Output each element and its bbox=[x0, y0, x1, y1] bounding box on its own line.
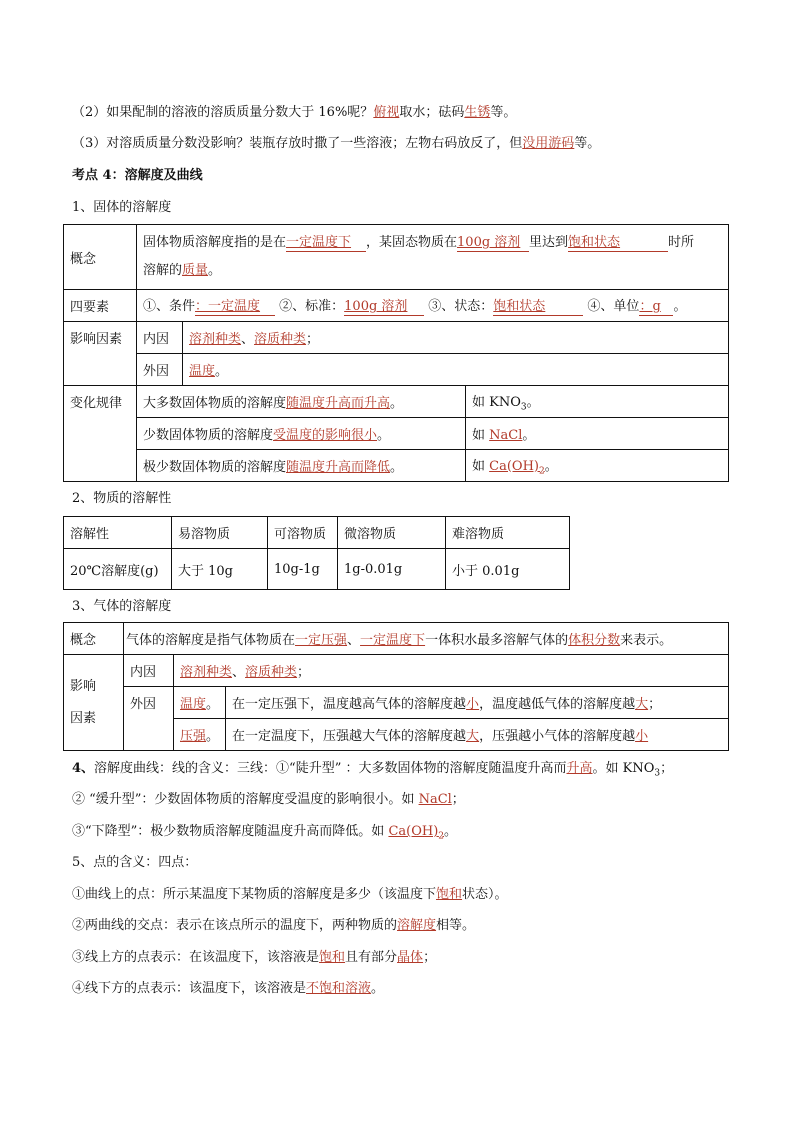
rule-2: 少数固体物质的溶解度受温度的影响很小。 bbox=[137, 418, 466, 450]
table-cell: 20℃溶解度(g) bbox=[64, 549, 172, 590]
point-3: ③线上方的点表示：在该温度下，该溶液是饱和且有部分晶体； bbox=[72, 950, 437, 965]
factor-label: 影响因素 bbox=[64, 322, 137, 386]
table-cell: 小于 0.01g bbox=[446, 549, 570, 590]
rule-2-example: 如 NaCl。 bbox=[466, 418, 729, 450]
inner-cell: 溶剂种类、溶质种类； bbox=[183, 322, 729, 354]
concept-cell: 固体物质溶解度指的是在一定温度下，某固态物质在100g 溶剂 里达到饱和状态 时所 溶解的质量。 bbox=[137, 225, 729, 290]
section-1-title: 1、固体的溶解度 bbox=[72, 200, 172, 215]
gas-pressure-label: 压强。 bbox=[174, 719, 226, 751]
outer-label: 外因 bbox=[137, 354, 183, 386]
outer-cell: 温度。 bbox=[183, 354, 729, 386]
four-elements-label: 四要素 bbox=[64, 290, 137, 322]
gas-concept-cell: 气体的溶解度是指气体物质在一定压强、一定温度下一体积水最多溶解气体的体积分数来表示。 bbox=[124, 623, 729, 655]
header-cell: 溶解性 bbox=[64, 517, 172, 549]
paragraph-3: （3）对溶质质量分数没影响？装瓶存放时撒了一些溶液；左物右码放反了，但没用游码等。 bbox=[72, 136, 601, 151]
section-3-title: 3、气体的溶解度 bbox=[72, 599, 172, 614]
curve-line-2: ② “缓升型”：少数固体物质的溶解度受温度的影响很小。如 NaCl； bbox=[72, 792, 465, 807]
gas-inner-label: 内因 bbox=[124, 655, 174, 687]
table-cell: 10g-1g bbox=[268, 549, 338, 590]
header-cell: 易溶物质 bbox=[172, 517, 268, 549]
table-cell: 1g-0.01g bbox=[338, 549, 446, 590]
header-cell: 可溶物质 bbox=[268, 517, 338, 549]
curve-line-3: ③“下降型”：极少数物质溶解度随温度升高而降低。如 $Ca(OH)_2$。 bbox=[72, 824, 458, 842]
point-2: ②两曲线的交点：表示在该点所示的温度下，两种物质的溶解度相等。 bbox=[72, 918, 476, 933]
gas-temp-cell: 在一定压强下，温度越高气体的溶解度越小，温度越低气体的溶解度越大； bbox=[226, 687, 729, 719]
table-cell: 大于 10g bbox=[172, 549, 268, 590]
solubility-class-table bbox=[63, 516, 570, 590]
rule-3: 极少数固体物质的溶解度随温度升高而降低。 bbox=[137, 450, 466, 482]
gas-concept-label: 概念 bbox=[64, 623, 124, 655]
header-cell: 微溶物质 bbox=[338, 517, 446, 549]
inner-label: 内因 bbox=[137, 322, 183, 354]
gas-temp-label: 温度。 bbox=[174, 687, 226, 719]
rule-1: 大多数固体物质的溶解度随温度升高而升高。 bbox=[137, 386, 466, 418]
gas-factor-label: 影响 因素 bbox=[64, 655, 124, 751]
section-2-title: 2、物质的溶解性 bbox=[72, 491, 172, 506]
solid-solubility-table bbox=[63, 224, 729, 482]
gas-solubility-table bbox=[63, 622, 729, 751]
paragraph-2: （2）如果配制的溶液的溶质质量分数大于 16%呢？俯视取水；砝码生锈等。 bbox=[72, 105, 517, 120]
header-cell: 难溶物质 bbox=[446, 517, 570, 549]
section-heading-kd4: 考点 4：溶解度及曲线 bbox=[72, 168, 203, 183]
point-1: ①曲线上的点：所示某温度下某物质的溶解度是多少（该温度下饱和状态）。 bbox=[72, 887, 508, 902]
point-4: ④线下方的点表示：该温度下，该溶液是不饱和溶液。 bbox=[72, 981, 385, 996]
rule-3-example: 如 $Ca(OH)_2$。 bbox=[466, 450, 729, 482]
section-4-curve: 4、溶解度曲线：线的含义：三线：①“陡升型” ：大多数固体物的溶解度随温度升高而升高。如 $KNO_3$； bbox=[72, 761, 674, 779]
rule-label: 变化规律 bbox=[64, 386, 137, 482]
concept-label: 概念 bbox=[64, 225, 137, 290]
section-5-title: 5、点的含义：四点： bbox=[72, 855, 198, 870]
gas-pressure-cell: 在一定温度下，压强越大气体的溶解度越大，压强越小气体的溶解度越小 bbox=[226, 719, 729, 751]
rule-1-example: 如 $KNO_3$。 bbox=[466, 386, 729, 418]
four-elements-cell: ①、条件：一定温度 ②、标准：100g 溶剂 ③、状态：饱和状态 ④、单位：g。 bbox=[137, 290, 729, 322]
gas-outer-label: 外因 bbox=[124, 687, 174, 751]
gas-inner-cell: 溶剂种类、溶质种类； bbox=[174, 655, 729, 687]
